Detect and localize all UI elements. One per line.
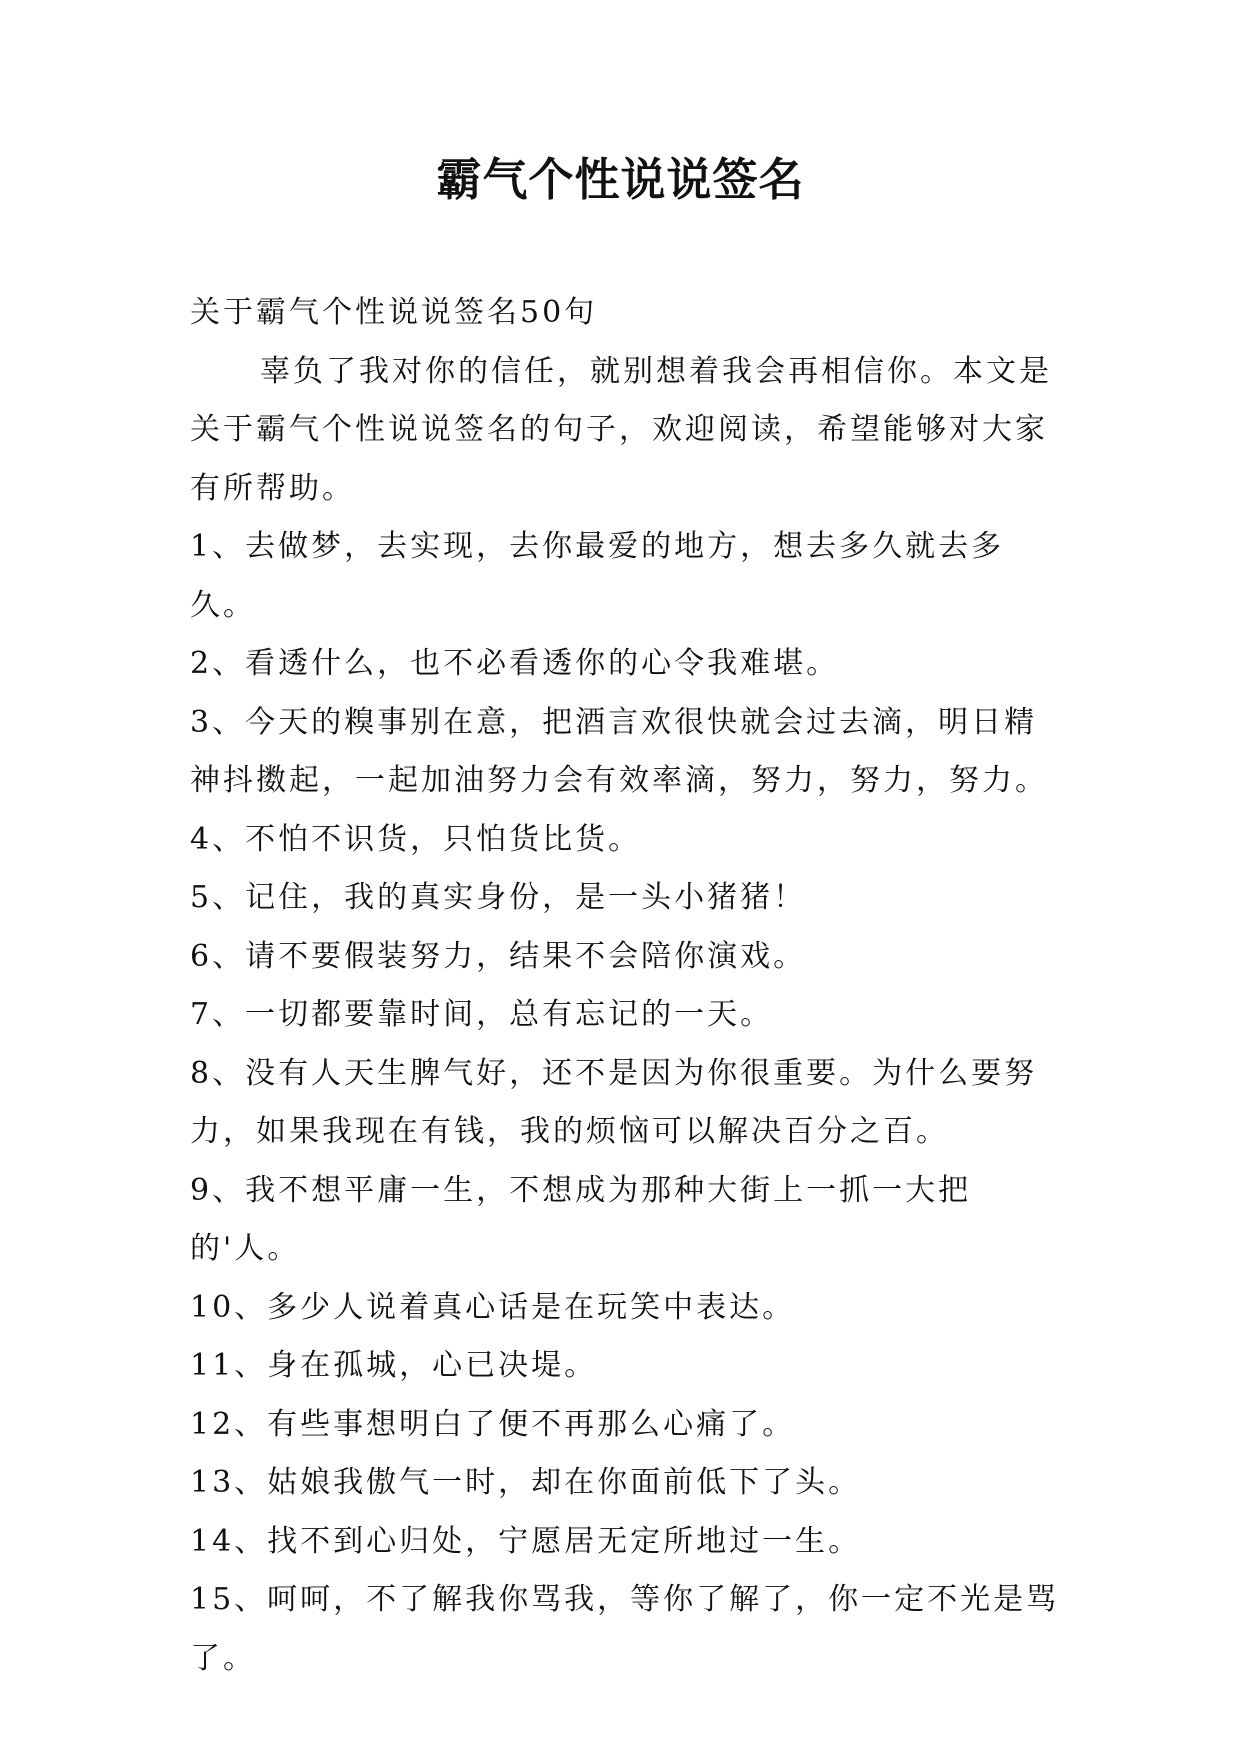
document-body [190, 284, 1060, 1688]
list-item: 14、找不到心归处，宁愿居无定所地过一生。 [190, 1523, 862, 1559]
list-item: 6、请不要假装努力，结果不会陪你演戏。 [190, 938, 807, 974]
list-item: 3、今天的糗事别在意，把酒言欢很快就会过去滴，明日精神抖擞起，一起加油努力会有效率滴，努力，努力，努力。 [190, 704, 1048, 798]
list-item: 12、有些事想明白了便不再那么心痛了。 [190, 1406, 796, 1442]
list-item: 10、多少人说着真心话是在玩笑中表达。 [190, 1289, 796, 1325]
list-item: 4、不怕不识货，只怕货比货。 [190, 821, 642, 857]
list-item: 5、记住，我的真实身份，是一头小猪猪！ [190, 880, 807, 915]
list-item: 11、身在孤城，心已决堤。 [190, 1348, 598, 1383]
list-item: 2、看透什么，也不必看透你的心令我难堪。 [190, 646, 840, 681]
document-title: 霸气个性说说签名 [436, 153, 805, 206]
document-subtitle: 关于霸气个性说说签名50句 [190, 295, 598, 330]
intro-paragraph: 辜负了我对你的信任，就别想着我会再相信你。本文是关于霸气个性说说签名的句子，欢迎阅读，希望能够对大家有所帮助。 [190, 353, 1052, 506]
list-item: 15、呵呵，不了解我你骂我，等你了解了，你一定不光是骂了。 [190, 1582, 1060, 1676]
list-item: 7、一切都要靠时间，总有忘记的一天。 [190, 997, 774, 1032]
list-item: 8、没有人天生脾气好，还不是因为你很重要。为什么要努力，如果我现在有钱，我的烦恼可以解决百分之百。 [190, 1055, 1038, 1149]
list-item: 1、去做梦，去实现，去你最爱的地方，想去多久就去多久。 [190, 529, 1005, 623]
list-item: 13、姑娘我傲气一时，却在你面前低下了头。 [190, 1465, 862, 1500]
list-item: 9、我不想平庸一生，不想成为那种大街上一抓一大把的'人。 [190, 1172, 972, 1266]
